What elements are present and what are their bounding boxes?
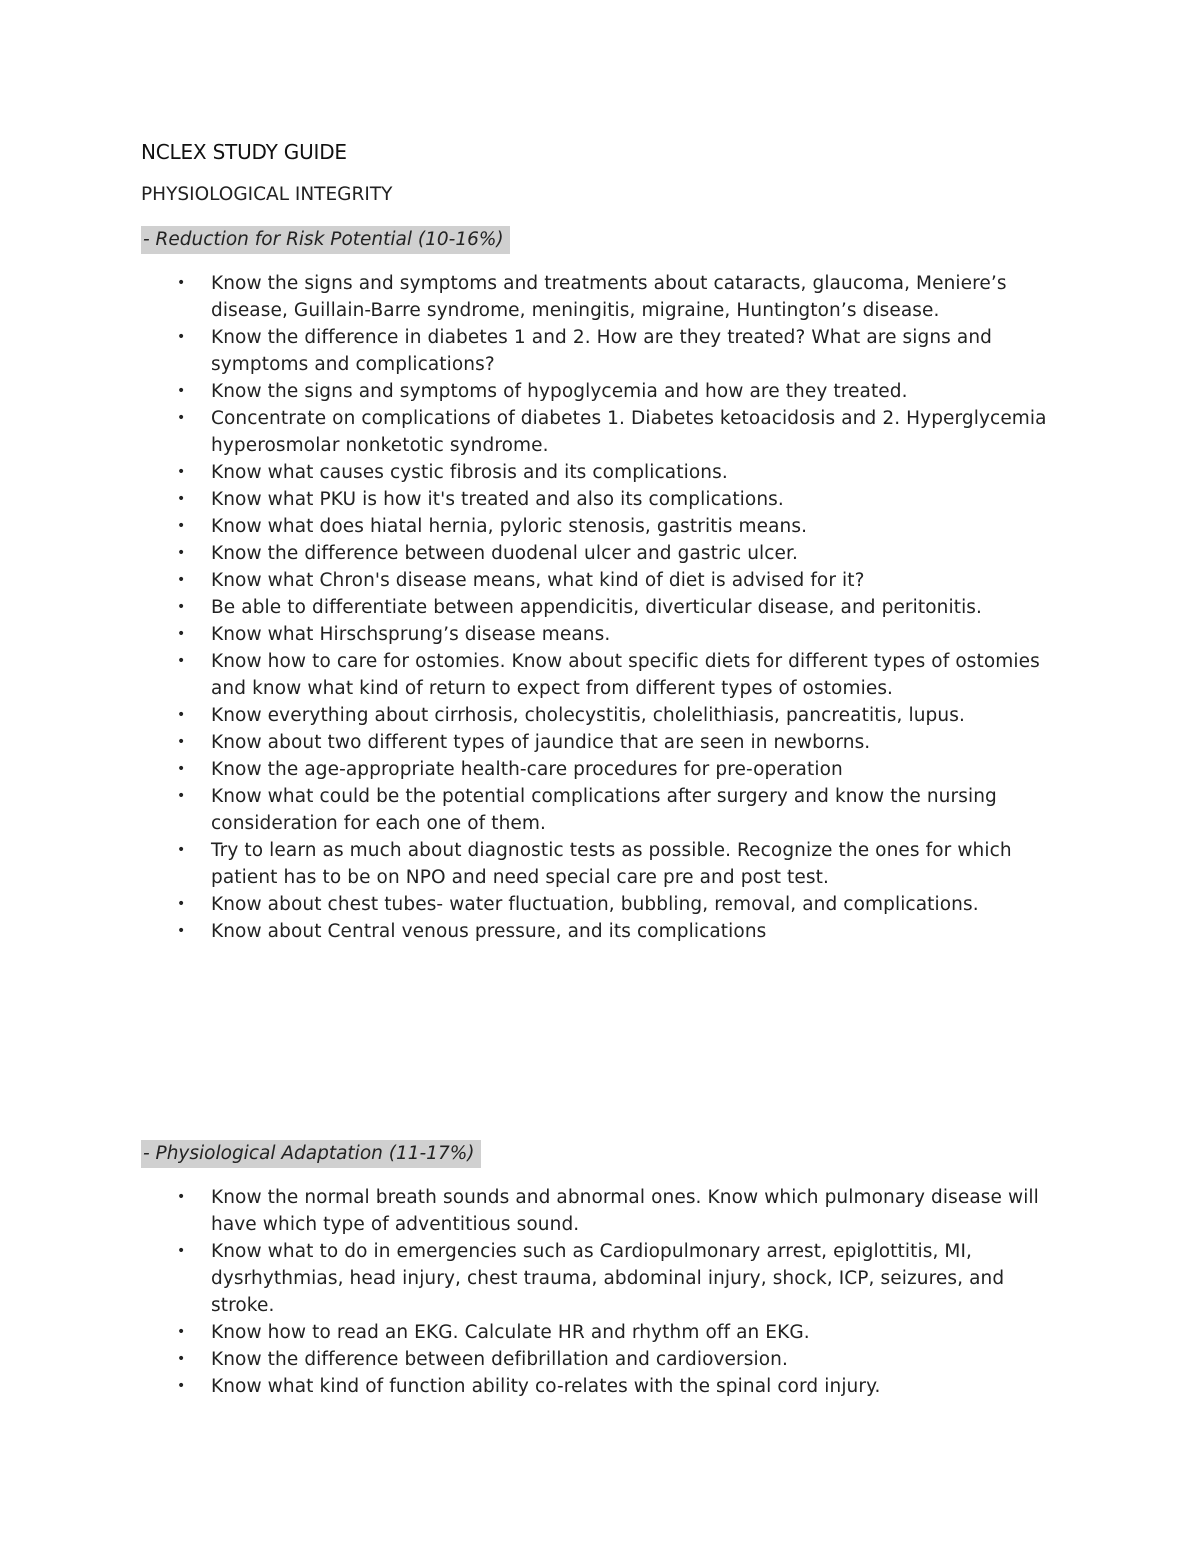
list-item-text: Concentrate on complications of diabetes 1. Diabetes ketoacidosis and 2. Hyperglycemia hyperosmolar nonketotic syndrome.	[211, 408, 1047, 456]
list-item-text: Know how to care for ostomies. Know about specific diets for different types of ostomies and know what kind of return to expect from different types of ostomies.	[211, 651, 1040, 699]
list-item-text: Know what causes cystic fibrosis and its complications.	[211, 462, 728, 483]
list-item-text: Know about Central venous pressure, and its complications	[211, 921, 767, 942]
list-item	[0, 621, 1051, 648]
document-title: NCLEX STUDY GUIDE	[141, 140, 347, 164]
bullet-icon: •	[177, 761, 186, 777]
list-item-text: Know what does hiatal hernia, pyloric stenosis, gastritis means.	[211, 516, 808, 537]
bullet-icon: •	[177, 626, 186, 642]
bullet-icon: •	[177, 329, 186, 345]
list-item	[0, 783, 1051, 837]
list-item-text: Know what kind of function ability co-relates with the spinal cord injury.	[211, 1376, 881, 1397]
list-item-text: Know everything about cirrhosis, cholecystitis, cholelithiasis, pancreatitis, lupus.	[211, 705, 965, 726]
document-subtitle: PHYSIOLOGICAL INTEGRITY	[141, 184, 393, 205]
list-item-text: Know the age-appropriate health-care procedures for pre-operation	[211, 759, 843, 780]
bullet-icon: •	[177, 896, 186, 912]
list-item	[0, 702, 1051, 729]
bullet-list-risk-potential	[0, 270, 1200, 945]
list-item-text: Know what Chron's disease means, what kind of diet is advised for it?	[211, 570, 865, 591]
list-item	[0, 648, 1051, 702]
bullet-icon: •	[177, 1351, 186, 1367]
bullet-icon: •	[177, 1324, 186, 1340]
list-item-text: Know the normal breath sounds and abnormal ones. Know which pulmonary disease will have which type of adventitious sound.	[211, 1187, 1039, 1235]
list-item-text: Know what to do in emergencies such as Cardiopulmonary arrest, epiglottitis, MI, dysrhythmias, head injury, chest trauma, abdominal injury, shock, ICP, seizures, and stroke.	[211, 1241, 1005, 1316]
list-item	[0, 918, 1051, 945]
bullet-icon: •	[177, 491, 186, 507]
list-item-text: Know about two different types of jaundice that are seen in newborns.	[211, 732, 871, 753]
bullet-icon: •	[177, 599, 186, 615]
list-item	[0, 1238, 1051, 1319]
list-item-text: Know the signs and symptoms and treatments about cataracts, glaucoma, Meniere’s disease, Guillain-Barre syndrome, meningitis, migraine, Huntington’s disease.	[211, 273, 1007, 321]
bullet-icon: •	[177, 1378, 186, 1394]
list-item	[0, 405, 1051, 459]
bullet-icon: •	[177, 923, 186, 939]
list-item	[0, 1373, 1051, 1400]
list-item	[0, 891, 1051, 918]
list-item	[0, 324, 1051, 378]
list-item	[0, 729, 1051, 756]
bullet-icon: •	[177, 1189, 186, 1205]
list-item-text: Know how to read an EKG. Calculate HR and rhythm off an EKG.	[211, 1322, 810, 1343]
list-item	[0, 459, 1051, 486]
section-heading-physiological-adaptation: - Physiological Adaptation (11-17%)	[141, 1140, 481, 1168]
list-item	[0, 378, 1051, 405]
bullet-icon: •	[177, 734, 186, 750]
list-item	[0, 486, 1051, 513]
list-item-text: Know the difference in diabetes 1 and 2. How are they treated? What are signs and symptoms and complications?	[211, 327, 993, 375]
list-item	[0, 756, 1051, 783]
bullet-icon: •	[177, 1243, 186, 1259]
bullet-icon: •	[177, 653, 186, 669]
list-item	[0, 270, 1051, 324]
bullet-icon: •	[177, 464, 186, 480]
list-item	[0, 513, 1051, 540]
list-item-text: Know what Hirschsprung’s disease means.	[211, 624, 611, 645]
bullet-icon: •	[177, 572, 186, 588]
list-item-text: Know the difference between defibrillation and cardioversion.	[211, 1349, 788, 1370]
bullet-icon: •	[177, 788, 186, 804]
list-item-text: Know about chest tubes- water fluctuation, bubbling, removal, and complications.	[211, 894, 979, 915]
bullet-icon: •	[177, 842, 186, 858]
list-item-text: Know what PKU is how it's treated and also its complications.	[211, 489, 784, 510]
list-item-text: Know the difference between duodenal ulcer and gastric ulcer.	[211, 543, 798, 564]
section-heading-risk-potential: - Reduction for Risk Potential (10-16%)	[141, 226, 510, 254]
list-item	[0, 1184, 1051, 1238]
list-item	[0, 594, 1051, 621]
bullet-icon: •	[177, 275, 186, 291]
list-item	[0, 567, 1051, 594]
list-item-text: Know the signs and symptoms of hypoglycemia and how are they treated.	[211, 381, 908, 402]
list-item	[0, 1346, 1051, 1373]
list-item-text: Try to learn as much about diagnostic tests as possible. Recognize the ones for which patient has to be on NPO and need special care pre and post test.	[211, 840, 1012, 888]
list-item	[0, 837, 1051, 891]
list-item	[0, 540, 1051, 567]
bullet-icon: •	[177, 518, 186, 534]
bullet-icon: •	[177, 707, 186, 723]
bullet-icon: •	[177, 383, 186, 399]
list-item-text: Know what could be the potential complications after surgery and know the nursing consideration for each one of them.	[211, 786, 997, 834]
bullet-icon: •	[177, 410, 186, 426]
list-item-text: Be able to differentiate between appendicitis, diverticular disease, and peritonitis.	[211, 597, 983, 618]
bullet-list-physiological-adaptation	[0, 1184, 1200, 1400]
list-item	[0, 1319, 1051, 1346]
bullet-icon: •	[177, 545, 186, 561]
